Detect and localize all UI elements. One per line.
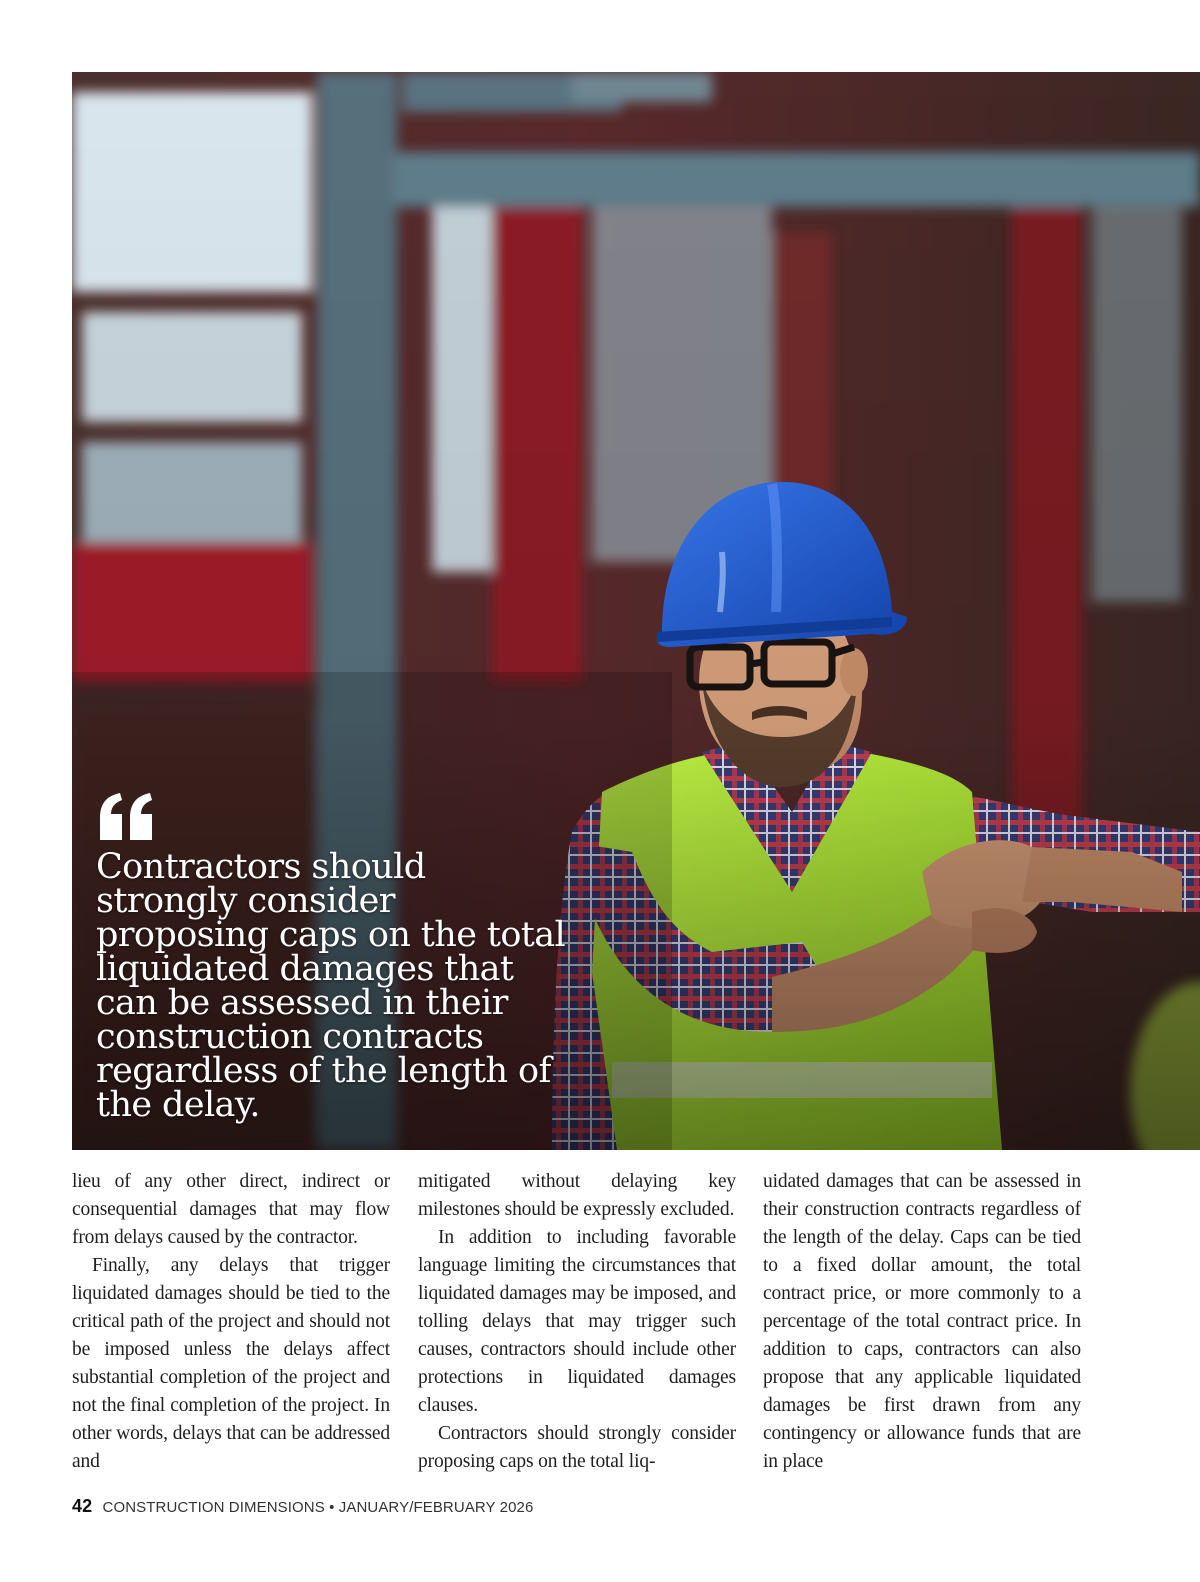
article-column-3: [763, 1168, 1081, 1476]
pull-quote: [96, 792, 576, 1125]
quote-mark-icon: [96, 792, 156, 842]
article-column-1: [72, 1168, 390, 1476]
paragraph: lieu of any other direct, indirect or consequential damages that may flow from delays caused by the contractor.: [72, 1171, 390, 1248]
page-footer: [72, 1496, 533, 1517]
paragraph: mitigated without delaying key milestones should be expressly excluded.: [418, 1171, 736, 1220]
issue-date: JANUARY/FEBRUARY 2026: [338, 1499, 534, 1516]
paragraph: Contractors should strongly consider proposing caps on the total liq-: [418, 1423, 736, 1472]
article-column-2: [418, 1168, 736, 1476]
page-number: 42: [72, 1496, 93, 1516]
paragraph: In addition to including favorable language limiting the circumstances that liquidated damages may be imposed, and tolling delays that may trigger such causes, contractors should include other protections in liquidated damages clauses.: [418, 1227, 736, 1416]
paragraph: uidated damages that can be assessed in their construction contracts regardless of the length of the delay. Caps can be tied to a fixed dollar amount, the total contract price, or more commonly to a percentage of the total contract price. In addition to caps, contractors can also propose that any applicable liquidated damages be first drawn from any contingency or allowance funds that are in place: [763, 1171, 1081, 1472]
pull-quote-text: Contractors should strongly consider proposing caps on the total liquidated damages that can be assessed in their construction contracts regardless of the length of the delay.: [96, 847, 566, 1125]
paragraph: Finally, any delays that trigger liquidated damages should be tied to the critical path of the project and should not be imposed unless the delays affect substantial completion of the project and not the final completion of the project. In other words, delays that can be addressed and: [72, 1255, 390, 1472]
publication-name: CONSTRUCTION DIMENSIONS: [102, 1499, 325, 1516]
hero-photo: [72, 72, 1200, 1150]
article-body: [72, 1168, 1082, 1478]
footer-separator: •: [329, 1499, 335, 1516]
